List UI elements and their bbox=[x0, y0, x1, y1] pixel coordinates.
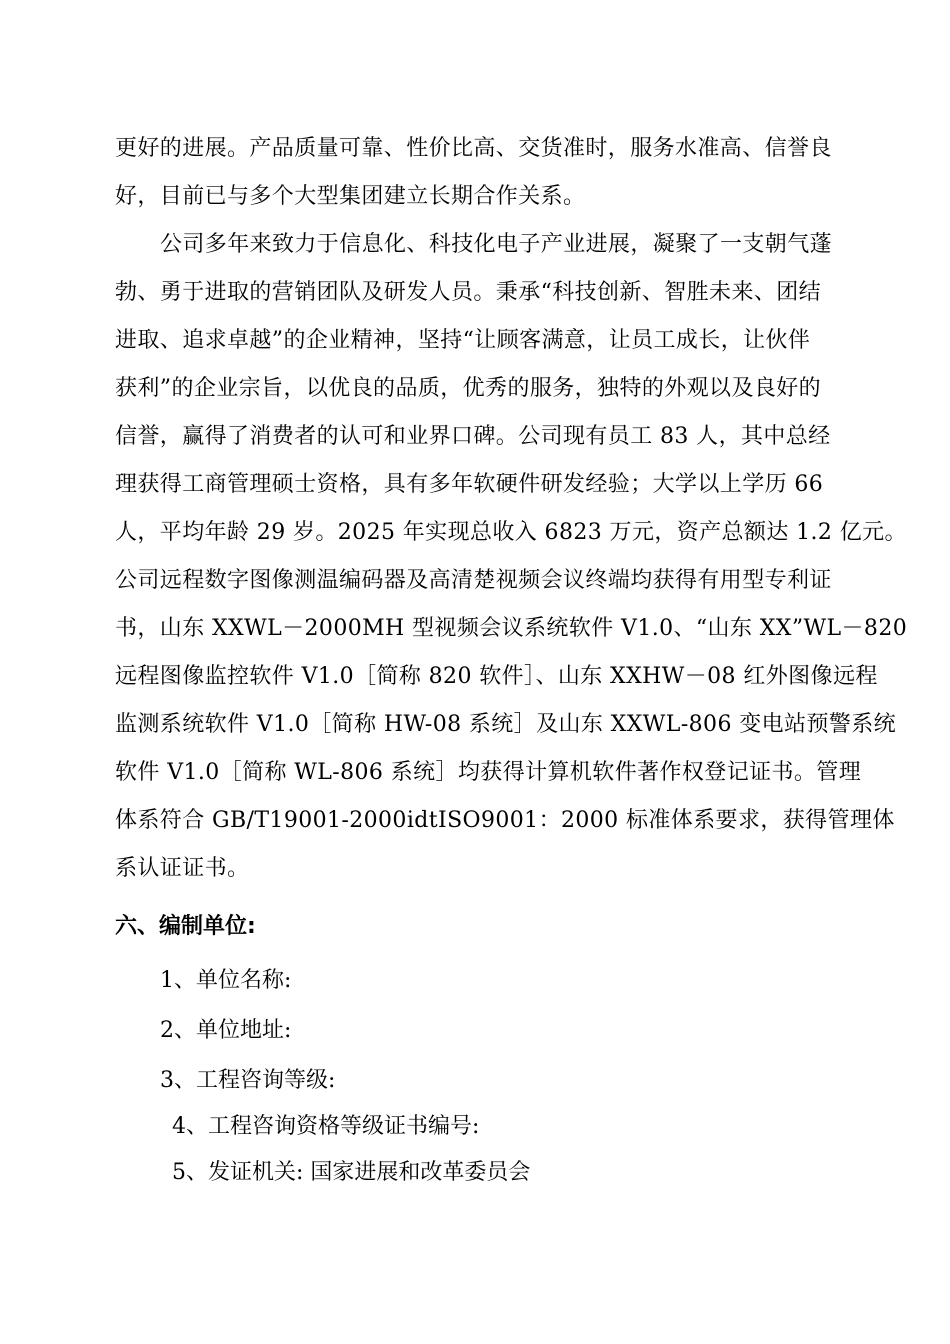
paragraph-line: 书，山东 XXWL－2000MH 型视频会议系统软件 V1.0、“山东 XX”WL－820 bbox=[115, 616, 908, 641]
paragraph-line: 监测系统软件 V1.0［简称 HW-08 系统］及山东 XXWL-806 变电站预警系统 bbox=[115, 712, 897, 737]
paragraph-line: 获利”的企业宗旨，以优良的品质，优秀的服务，独特的外观以及良好的 bbox=[115, 376, 822, 401]
paragraph-line: 公司远程数字图像测温编码器及高清楚视频会议终端均获得有用型专利证 bbox=[115, 568, 832, 593]
list-item: 2、单位地址: bbox=[160, 1018, 292, 1043]
list-item: 4、工程咨询资格等级证书编号: bbox=[172, 1114, 480, 1139]
paragraph-line: 进取、追求卓越”的企业精神，坚持“让顾客满意，让员工成长，让伙伴 bbox=[115, 328, 811, 353]
list-item: 5、发证机关: 国家进展和改革委员会 bbox=[172, 1160, 531, 1185]
paragraph-line: 信誉，赢得了消费者的认可和业界口碑。公司现有员工 83 人，其中总经 bbox=[115, 424, 831, 449]
paragraph-line: 更好的进展。产品质量可靠、性价比高、交货准时，服务水准高、信誉良 bbox=[115, 136, 832, 161]
paragraph-line: 远程图像监控软件 V1.0［简称 820 软件］、山东 XXHW－08 红外图像远程 bbox=[115, 664, 878, 689]
paragraph-line: 软件 V1.0［简称 WL-806 系统］均获得计算机软件著作权登记证书。管理 bbox=[115, 760, 862, 785]
list-item: 3、工程咨询等级: bbox=[160, 1068, 336, 1093]
list-item: 1、单位名称: bbox=[160, 968, 292, 993]
section-heading: 六、编制单位: bbox=[115, 914, 256, 939]
paragraph-line: 系认证证书。 bbox=[115, 856, 250, 881]
paragraph-line: 公司多年来致力于信息化、科技化电子产业进展，凝聚了一支朝气蓬 bbox=[160, 232, 833, 257]
paragraph-line: 体系符合 GB/T19001-2000idtISO9001：2000 标准体系要求，获得管理体 bbox=[115, 808, 895, 833]
paragraph-line: 好，目前已与多个大型集团建立长期合作关系。 bbox=[115, 184, 586, 209]
paragraph-line: 人，平均年龄 29 岁。2025 年实现总收入 6823 万元，资产总额达 1.2 亿元。 bbox=[115, 520, 907, 545]
paragraph-line: 理获得工商管理硕士资格，具有多年软硬件研发经验；大学以上学历 66 bbox=[115, 472, 824, 497]
paragraph-line: 勃、勇于进取的营销团队及研发人员。秉承“科技创新、智胜未来、团结 bbox=[115, 280, 822, 305]
